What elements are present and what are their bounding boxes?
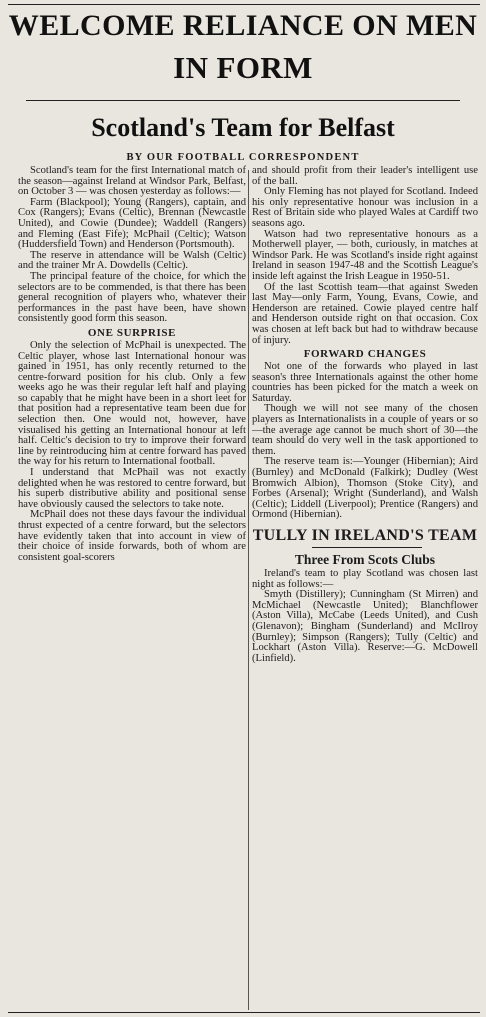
top-rule xyxy=(8,4,480,5)
paragraph: Farm (Blackpool); Young (Rangers), captain, and Cox (Rangers); Evans (Celtic), Brennan (Newcastle United), and Cowie (Dundee); Waddell (Rangers) and Fleming (East Fife); McPhail (Celtic); Watson (Huddersfield Town) and Henderson (Portsmouth). xyxy=(18,196,246,251)
left-column xyxy=(18,166,246,563)
paragraph: Scotland's team for the first International match of the season—against Ireland at Windsor Park, Belfast, on October 3 — was chosen yesterday as follows:— xyxy=(18,165,246,198)
subhead-forward-changes: FORWARD CHANGES xyxy=(303,348,427,361)
column-divider xyxy=(248,170,249,1010)
paragraph: McPhail does not these days favour the individual thrust expected of a centre forward, but the selectors have evidently taken that into account in view of their choice of inside forwards, both of whom are consistent goal-scorers xyxy=(18,509,246,563)
left-paragraphs-b xyxy=(18,341,246,563)
paragraph: Only the selection of McPhail is unexpected. The Celtic player, whose last International honour was gained in 1951, has only recently returned to the centre-forward position for his club. Only a few weeks ago he was their regular left half and playing so capably that he might have been in a short leet for that position had a representative team been due for selection then. One would not, however, have visualised his getting an International honour at left half. Celtic's decision to try to improve their forward line by reintroducing him at centre forward has paved the way for his return to International football. xyxy=(18,339,246,468)
paragraph: Though we will not see many of the chosen players as Internationalists in a couple of years or so—the average age cannot be much short of 30—the team should do very well in the task apportioned to them. xyxy=(252,403,478,457)
paragraph: Smyth (Distillery); Cunningham (St Mirren) and McMichael (Newcastle United); Blanchflower (Aston Villa), McCabe (Leeds United), and Cush (Glenavon); Bingham (Sunderland) and McIlroy (Burnley); Simpson (Rangers); Tully (Celtic) and Lockhart (Aston Villa). Reserve:—G. McDowell (Linfield). xyxy=(252,589,478,664)
right-column xyxy=(252,166,478,664)
right-paragraphs-a xyxy=(252,187,478,346)
right-paragraphs-c xyxy=(252,569,478,664)
left-paragraphs-a xyxy=(18,166,246,325)
paragraph: Not one of the forwards who played in last season's three Internationals against the other home countries has been picked for the match a week on Saturday. xyxy=(252,361,478,404)
tully-subhead: Three From Scots Clubs xyxy=(294,552,436,567)
paragraph: The principal feature of the choice, for which the selectors are to be commended, is that there has been general recognition of players who, whatever their performances in the past have been, have shown consistently good form this season. xyxy=(18,270,246,325)
paragraph: Watson had two representative honours as a Motherwell player, — both, curiously, in matches at Windsor Park. He was Scotland's inside right against Ireland in season 1947-48 and the Scottish League's inside left against the Irish League in 1950-51. xyxy=(252,228,478,282)
headline-line-2: IN FORM xyxy=(173,50,313,85)
right-paragraphs-b xyxy=(252,362,478,521)
sub-headline: Scotland's Team for Belfast xyxy=(91,113,395,142)
subhead-one-surprise: ONE SURPRISE xyxy=(87,326,177,339)
paragraph: The reserve in attendance will be Walsh (Celtic) and the trainer Mr A. Dowdells (Celtic). xyxy=(18,249,246,272)
paragraph: Of the last Scottish team—that against Sweden last May—only Farm, Young, Evans, Cowie, and Henderson are retained. Cowie played centre half and Henderson outside right on that occasion. Cox was chosen at left back but had to withdraw because of injury. xyxy=(252,281,478,346)
main-headline xyxy=(4,10,482,84)
tully-headline: TULLY IN IRELAND'S TEAM xyxy=(252,527,478,544)
headline-rule xyxy=(26,100,460,101)
bottom-rule xyxy=(8,1012,480,1013)
paragraph: The reserve team is:—Younger (Hibernian); Aird (Burnley) and McDonald (Falkirk); Dudley (West Bromwich Albion), Thomson (Stoke City), and Forbes (Arsenal); Wright (Sunderland), and Walsh (Celtic); Liddell (Liverpool); Prentice (Rangers) and Ormond (Hibernian). xyxy=(252,456,478,521)
tully-rule xyxy=(312,547,422,548)
byline: BY OUR FOOTBALL CORRESPONDENT xyxy=(126,152,360,163)
paragraph: Ireland's team to play Scotland was chosen last night as follows:— xyxy=(252,568,478,590)
paragraph: Only Fleming has not played for Scotland. Indeed his only representative honour was inclusion in a Rest of Britain side who played Wales at Cardiff two seasons ago. xyxy=(252,186,478,229)
paragraph: I understand that McPhail was not exactly delighted when he was restored to centre forward, but his superb distributive ability and positional sense have obviously caused the selectors to take note. xyxy=(18,467,246,510)
continuation-text: and should profit from their leader's intelligent use of the ball. xyxy=(252,165,478,187)
headline-line-1: WELCOME RELIANCE ON MEN xyxy=(8,9,478,42)
